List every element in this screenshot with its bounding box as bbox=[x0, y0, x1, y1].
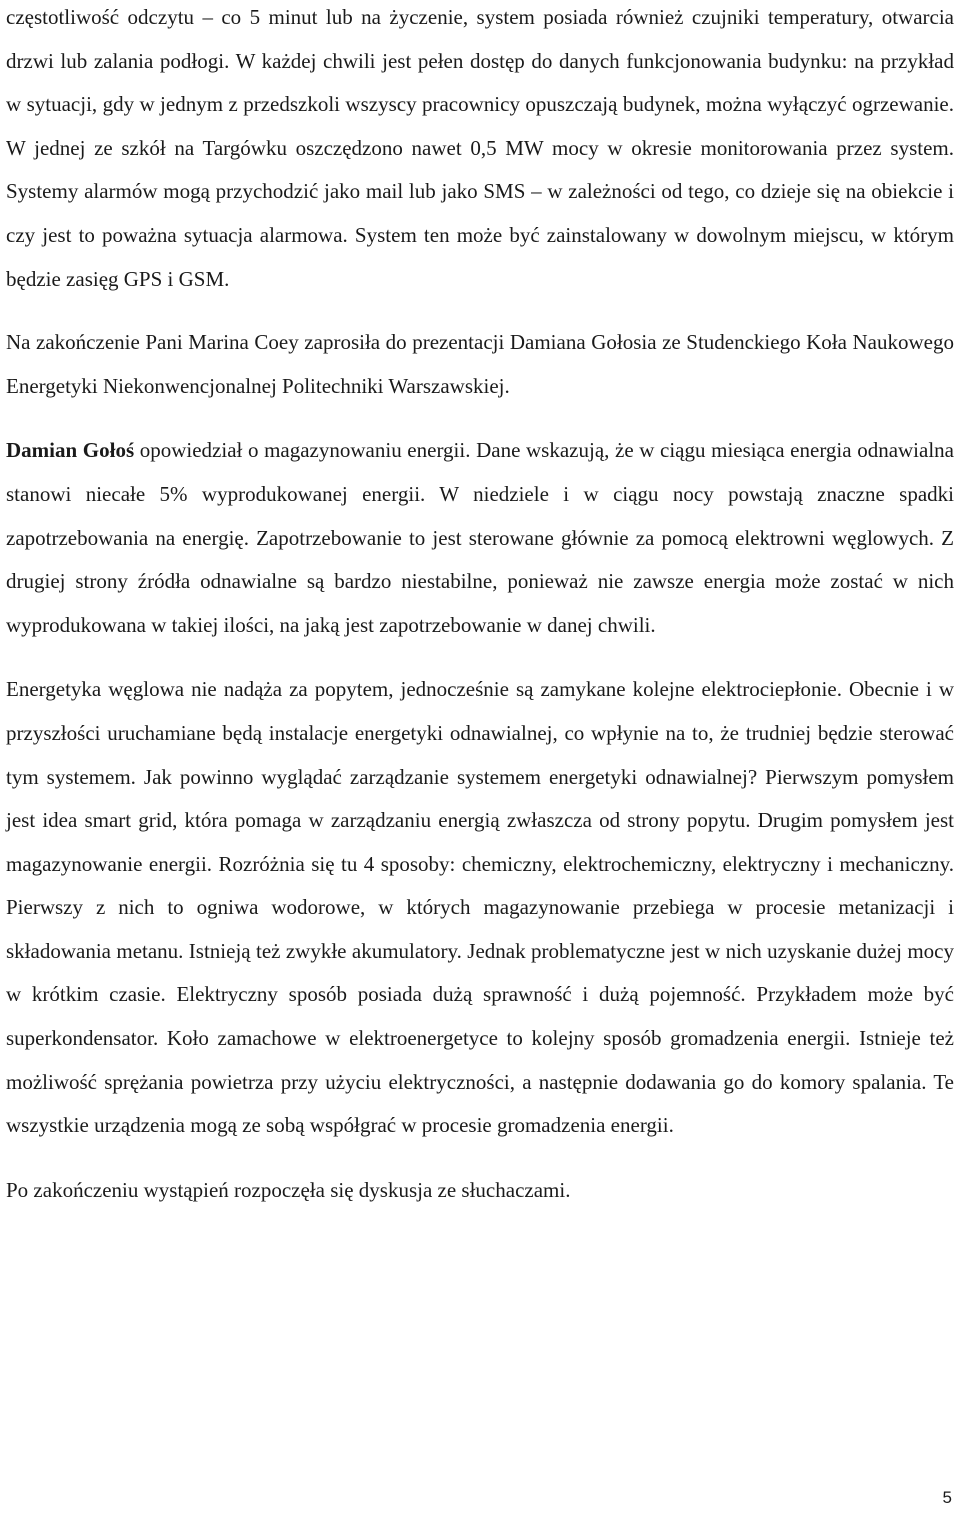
paragraph-discussion: Po zakończeniu wystąpień rozpoczęła się dyskusja ze słuchaczami. bbox=[6, 1177, 571, 1202]
paragraph-energy-storage-intro bbox=[6, 429, 954, 647]
page-number: 5 bbox=[942, 1488, 952, 1507]
speaker-name: Damian Gołoś bbox=[6, 438, 135, 463]
paragraph-storage-methods: Energetyka węglowa nie nadąża za popytem, jednocześnie są zamykane kolejne elektrociepłonie. Obecnie i w przyszłości uruchamiane będą instalacje energetyki odnawialnej, co wpłynie na to, że trudniej będzie sterować tym systemem. Jak powinno wyglądać zarządzanie systemem energetyki odnawialnej? Pierwszym pomysłem jest idea smart grid, która pomaga w zarządzaniu energią zwłaszcza od strony popytu. Drugim pomysłem jest magazynowanie energii. Rozróżnia się tu 4 sposoby: chemiczny, elektrochemiczny, elektryczny i mechaniczny. Pierwszy z nich to ogniwa wodorowe, w których magazynowanie przebiega w procesie metanizacji i składowania metanu. Istnieją też zwykłe akumulatory. Jednak problematyczne jest w nich uzyskanie dużej mocy w krótkim czasie. Elektryczny sposób posiada dużą sprawność i dużą pojemność. Przykładem może być superkondensator. Koło zamachowe w elektroenergetyce to kolejny sposób gromadzenia energii. Istnieje też możliwość sprężania powietrza przy użyciu elektryczności, a następnie dodawania go do komory spalania. Te wszystkie urządzenia mogą ze sobą współgrać w procesie gromadzenia energii. bbox=[6, 677, 954, 1138]
paragraph-closing-invitation: Na zakończenie Pani Marina Coey zaprosiła do prezentacji Damiana Gołosia ze Studenckiego Koła Naukowego Energetyki Niekonwencjonalnej Politechniki Warszawskiej. bbox=[6, 330, 954, 398]
paragraph-body: opowiedział o magazynowaniu energii. Dane wskazują, że w ciągu miesiąca energia odnawialna stanowi niecałe 5% wyprodukowanej energii. W niedziele i w ciągu nocy powstają znaczne spadki zapotrzebowania na energię. Zapotrzebowanie to jest sterowane głównie za pomocą elektrowni węglowych. Z drugiej strony źródła odnawialne są bardzo niestabilne, ponieważ nie zawsze energia może zostać w nich wyprodukowana w takiej ilości, na jaką jest zapotrzebowanie w danej chwili. bbox=[6, 438, 954, 637]
paragraph-energy-monitoring: częstotliwość odczytu – co 5 minut lub na życzenie, system posiada również czujniki temperatury, otwarcia drzwi lub zalania podłogi. W każdej chwili jest pełen dostęp do danych funkcjonowania budynku: na przykład w sytuacji, gdy w jednym z przedszkoli wszyscy pracownicy opuszczają budynek, można wyłączyć ogrzewanie. W jednej ze szkół na Targówku oszczędzono nawet 0,5 MW mocy w okresie monitorowania przez system. Systemy alarmów mogą przychodzić jako mail lub jako SMS – w zależności od tego, co dzieje się na obiekcie i czy jest to poważna sytuacja alarmowa. System ten może być zainstalowany w dowolnym miejscu, w którym będzie zasięg GPS i GSM. bbox=[6, 5, 954, 291]
document-page bbox=[6, 0, 954, 1212]
